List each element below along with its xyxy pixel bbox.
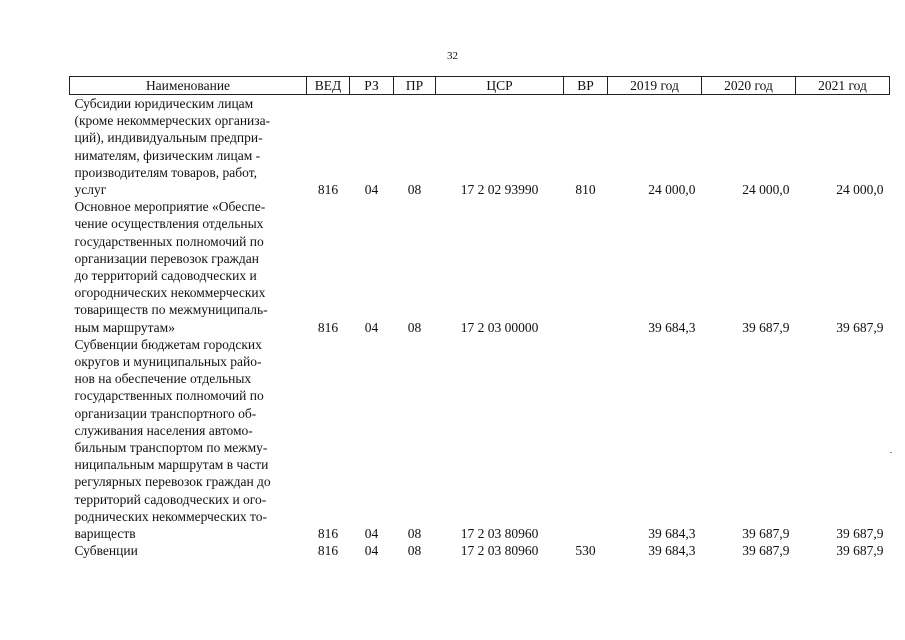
row-name-line: государственных полномочий по <box>74 388 264 404</box>
row-name-line: огороднических некоммерческих <box>74 285 266 301</box>
row-name-line: Основное мероприятие «Обеспе- <box>74 199 266 215</box>
row-2021: 39 687,9 <box>836 526 884 542</box>
row-2020: 39 687,9 <box>742 319 790 335</box>
row-name-line: услуг <box>74 182 107 198</box>
row-name <box>70 198 307 336</box>
row-vr <box>564 198 608 336</box>
table-row <box>70 95 890 199</box>
row-name-line: товариществ по межмуниципаль- <box>74 302 268 318</box>
row-2020: 24 000,0 <box>742 182 790 198</box>
row-ved: 816 <box>317 319 339 335</box>
row-name <box>70 542 307 559</box>
header-2021: 2021 год <box>796 77 890 95</box>
row-name-line: ным маршрутам» <box>74 319 175 335</box>
row-name-line: нимателям, физическим лицам - <box>74 147 261 163</box>
header-2020: 2020 год <box>702 77 796 95</box>
row-name-line: государственных полномочий по <box>74 233 264 249</box>
row-name <box>70 95 307 199</box>
row-2019: 39 684,3 <box>648 526 696 542</box>
header-csr: ЦСР <box>436 77 564 95</box>
row-rz: 04 <box>364 182 379 198</box>
row-name-line: служивания населения автомо- <box>74 422 253 438</box>
row-vr: 530 <box>575 543 596 559</box>
row-2019: 24 000,0 <box>648 182 696 198</box>
header-2019: 2019 год <box>608 77 702 95</box>
row-rz: 04 <box>364 319 379 335</box>
row-name-line: Субвенции бюджетам городских <box>74 336 262 352</box>
row-name-line: округов и муниципальных райо- <box>74 354 262 370</box>
row-csr: 17 2 03 00000 <box>460 319 539 335</box>
header-vr: ВР <box>564 77 608 95</box>
table-header <box>70 77 890 95</box>
table-row <box>70 336 890 542</box>
budget-table <box>69 76 890 559</box>
row-name-line: нов на обеспечение отдельных <box>74 371 252 387</box>
row-ved: 816 <box>317 543 339 559</box>
row-name-line: роднических некоммерческих то- <box>74 508 268 524</box>
row-pr: 08 <box>407 526 422 542</box>
table-row <box>70 198 890 336</box>
row-2019: 39 684,3 <box>648 543 696 559</box>
table-row <box>70 542 890 559</box>
row-rz: 04 <box>364 526 379 542</box>
row-2020: 39 687,9 <box>742 526 790 542</box>
row-name-line: организации перевозок граждан <box>74 250 259 266</box>
row-2021: 39 687,9 <box>836 319 884 335</box>
row-csr: 17 2 03 80960 <box>460 526 539 542</box>
row-name-line: организации транспортного об- <box>74 405 257 421</box>
header-name: Наименование <box>70 77 307 95</box>
row-csr: 17 2 02 93990 <box>460 182 539 198</box>
row-name-line: Субвенции <box>74 543 138 559</box>
row-ved: 816 <box>317 182 339 198</box>
row-2021: 39 687,9 <box>836 543 884 559</box>
row-name-line: регулярных перевозок граждан до <box>74 474 271 490</box>
row-csr: 17 2 03 80960 <box>460 543 539 559</box>
row-name-line: производителям товаров, работ, <box>74 164 258 180</box>
row-name-line: территорий садоводческих и ого- <box>74 491 267 507</box>
header-rz: РЗ <box>350 77 394 95</box>
row-vr <box>564 336 608 542</box>
row-name-line: Субсидии юридическим лицам <box>74 96 254 111</box>
row-ved: 816 <box>317 526 339 542</box>
row-name-line: чение осуществления отдельных <box>74 216 264 232</box>
row-vr: 810 <box>575 182 596 198</box>
row-name-line: до территорий садоводческих и <box>74 268 257 284</box>
row-rz: 04 <box>364 543 379 559</box>
row-2019: 39 684,3 <box>648 319 696 335</box>
scan-speck <box>890 452 892 453</box>
row-pr: 08 <box>407 319 422 335</box>
row-name-line: ниципальным маршрутам в части <box>74 457 269 473</box>
header-pr: ПР <box>394 77 436 95</box>
page-number: 32 <box>447 50 458 62</box>
row-name-line: вариществ <box>74 526 136 542</box>
row-pr: 08 <box>407 543 422 559</box>
header-ved: ВЕД <box>307 77 350 95</box>
table-body <box>70 95 890 560</box>
row-2020: 39 687,9 <box>742 543 790 559</box>
row-name-line: ций), индивидуальным предпри- <box>74 130 263 146</box>
row-name <box>70 336 307 542</box>
row-2021: 24 000,0 <box>836 182 884 198</box>
row-name-line: бильным транспортом по межму- <box>74 440 268 456</box>
row-pr: 08 <box>407 182 422 198</box>
row-name-line: (кроме некоммерческих организа- <box>74 113 271 129</box>
